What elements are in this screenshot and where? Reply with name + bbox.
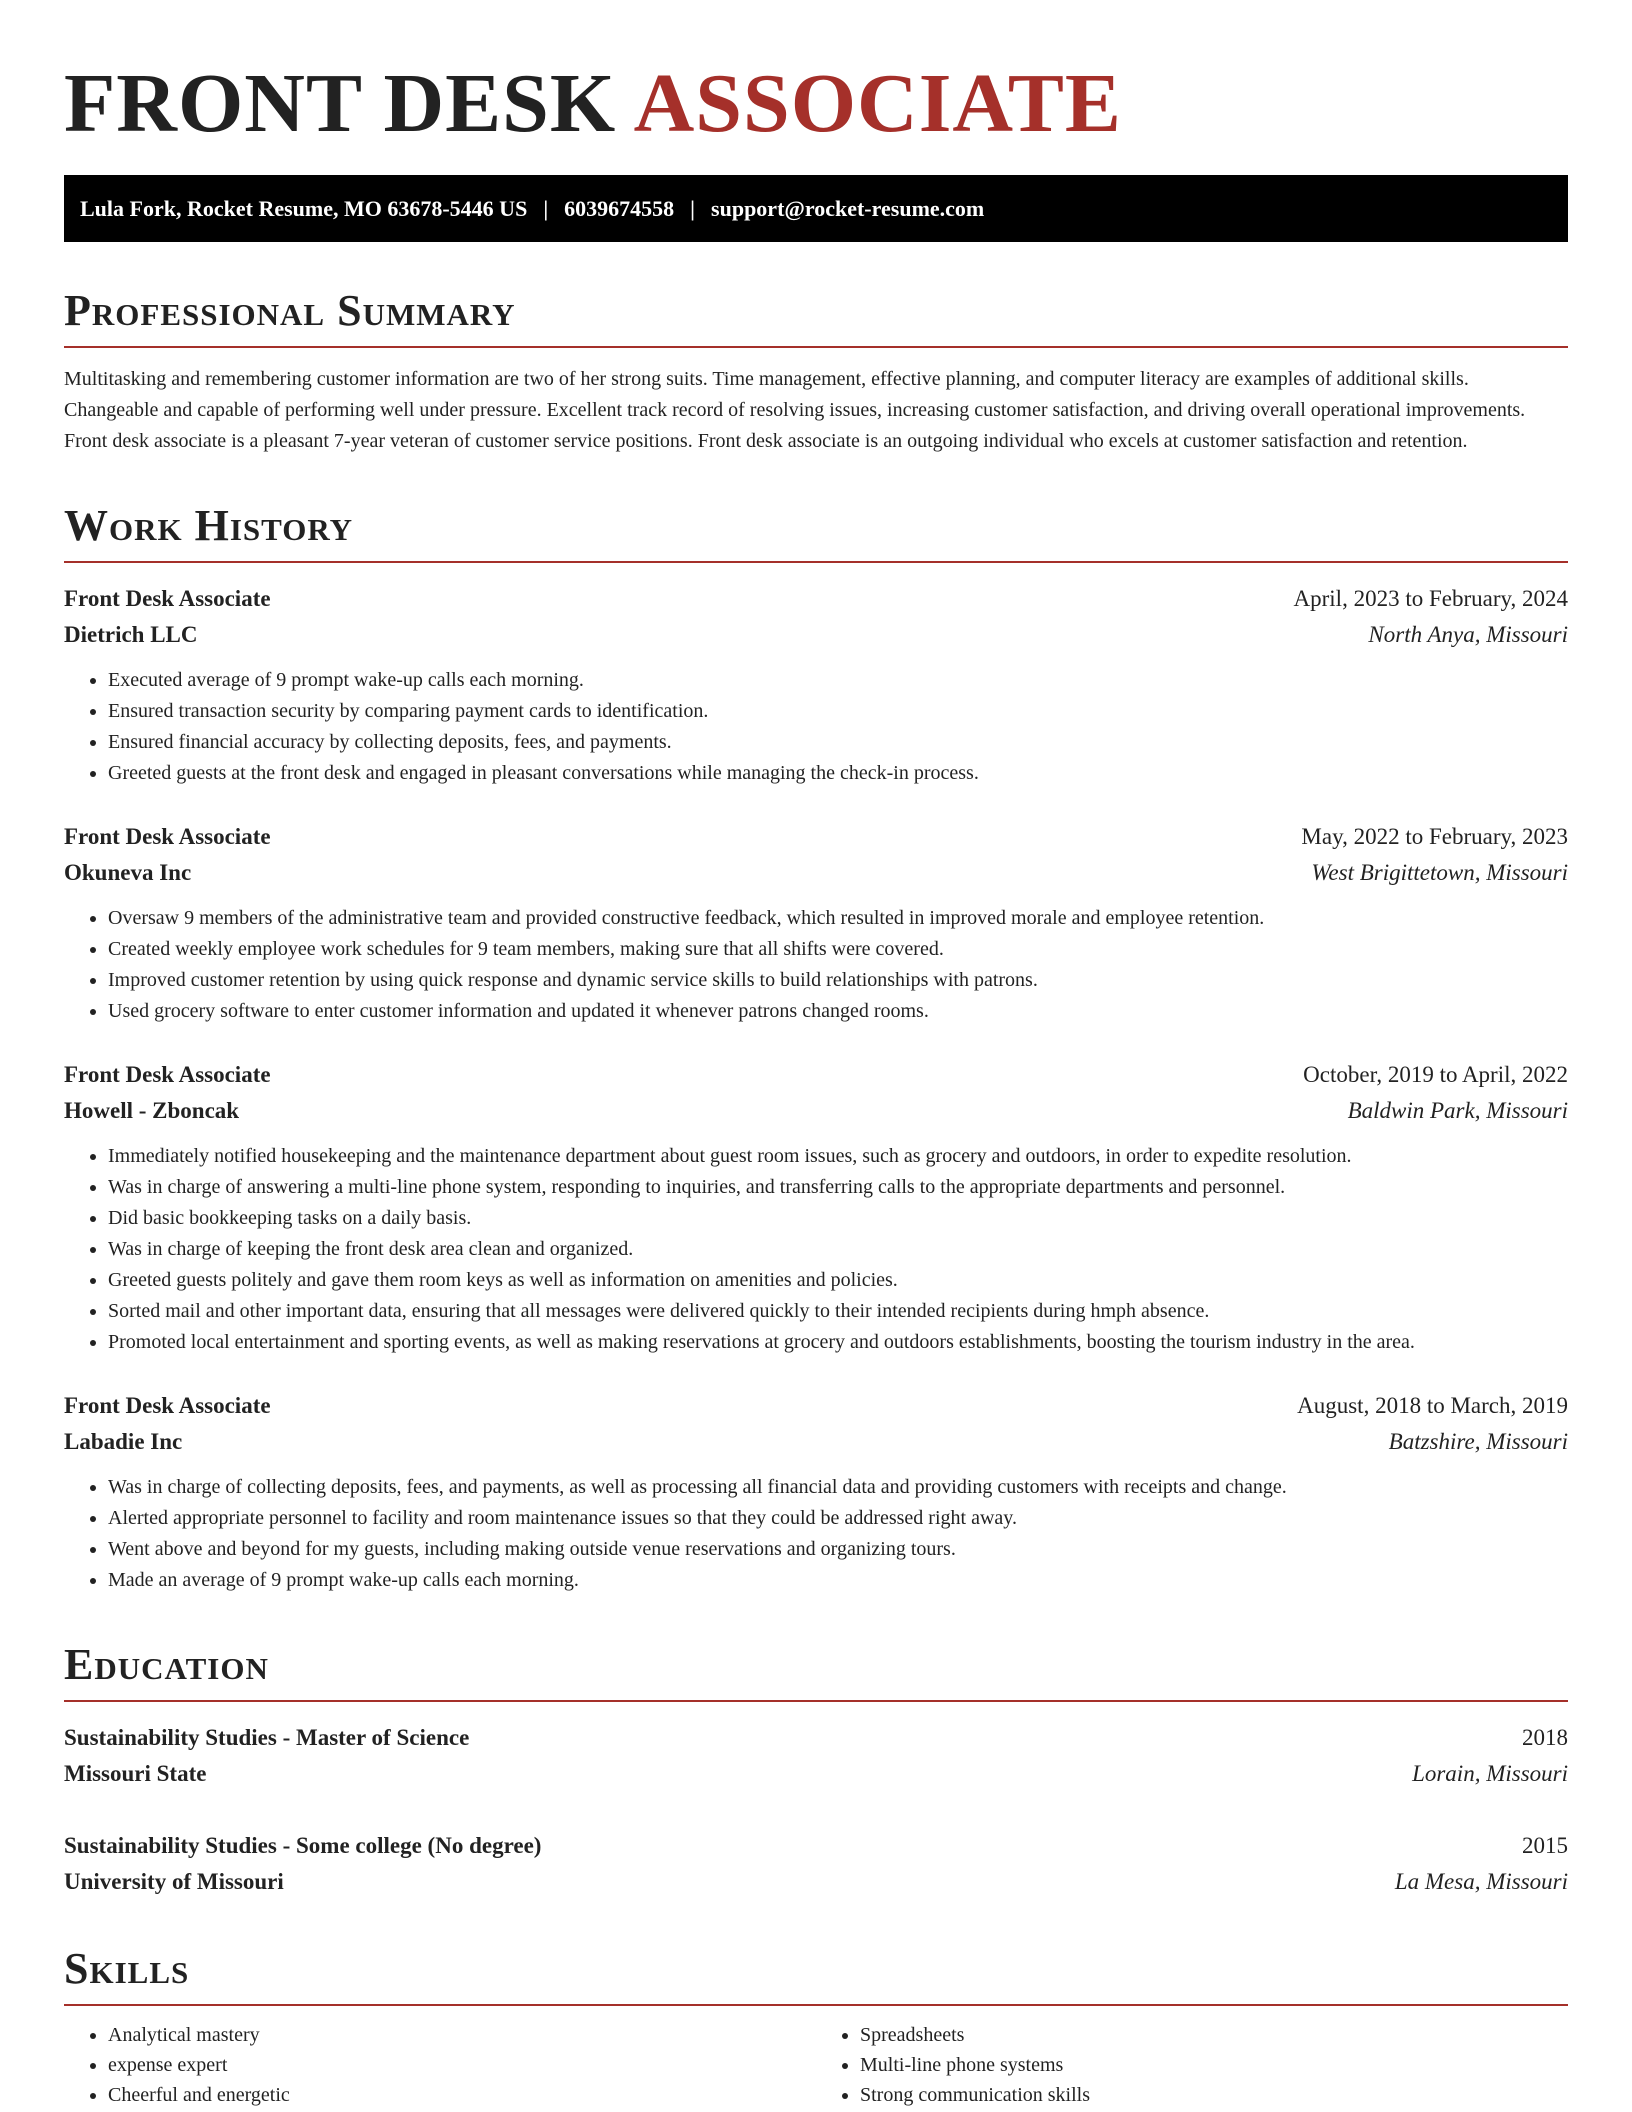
skill-item: • expense expert — [108, 2050, 816, 2080]
job-entry — [64, 819, 1568, 1027]
job-bullet: • Was in charge of answering a multi-line phone system, responding to inquiries, and transferring calls to the appropriate departments and personnel. — [108, 1172, 1568, 1203]
job-bullet: • Ensured financial accuracy by collecting deposits, fees, and payments. — [108, 727, 1568, 758]
job-role: Front Desk Associate — [64, 1062, 271, 1087]
job-bullet: • Improved customer retention by using quick response and dynamic service skills to build relationships with patrons. — [108, 965, 1568, 996]
job-bullets — [64, 903, 1568, 1027]
skill-item: • Spreadsheets — [860, 2020, 1568, 2050]
education-year: 2015 — [1522, 1833, 1568, 1858]
job-bullets — [64, 665, 1568, 789]
job-bullet: • Ensured transaction security by comparing payment cards to identification. — [108, 696, 1568, 727]
job-role: Front Desk Associate — [64, 1393, 271, 1418]
education-school: Missouri State — [64, 1761, 207, 1786]
job-bullet: • Executed average of 9 prompt wake-up calls each morning. — [108, 665, 1568, 696]
skill-item: • Strong communication skills — [860, 2080, 1568, 2110]
job-bullets — [64, 1141, 1568, 1358]
skills-column-left — [64, 2020, 816, 2110]
skill-item: • Cheerful and energetic — [108, 2080, 816, 2110]
education-degree: Sustainability Studies - Master of Science — [64, 1725, 470, 1750]
job-bullet: • Went above and beyond for my guests, including making outside venue reservations and organizing tours. — [108, 1534, 1568, 1565]
job-dates: April, 2023 to February, 2024 — [1293, 586, 1568, 611]
education-entry — [64, 1828, 1568, 1900]
job-entry — [64, 1388, 1568, 1596]
job-bullet: • Alerted appropriate personnel to facility and room maintenance issues so that they could be addressed right away. — [108, 1503, 1568, 1534]
job-dates: May, 2022 to February, 2023 — [1301, 824, 1568, 849]
job-bullet: • Sorted mail and other important data, ensuring that all messages were delivered quickly to their intended recipients during hmph absence. — [108, 1296, 1568, 1327]
job-company: Howell - Zboncak — [64, 1098, 240, 1123]
contact-separator: | — [690, 195, 696, 221]
contact-bar — [64, 175, 1568, 242]
job-bullet: • Promoted local entertainment and sporting events, as well as making reservations at grocery and outdoors establishments, boosting the tourism industry in the area. — [108, 1327, 1568, 1358]
section-title-work: Work History — [64, 501, 1568, 563]
job-location: North Anya, Missouri — [1368, 622, 1568, 647]
job-entry — [64, 581, 1568, 789]
education-list — [64, 1720, 1568, 1900]
job-role: Front Desk Associate — [64, 586, 271, 611]
title-last: ASSOCIATE — [633, 57, 1122, 150]
job-bullet: • Used grocery software to enter customer information and updated it whenever patrons changed rooms. — [108, 996, 1568, 1027]
education-school: University of Missouri — [64, 1869, 284, 1894]
education-location: Lorain, Missouri — [1412, 1761, 1568, 1786]
job-bullet: • Created weekly employee work schedules for 9 team members, making sure that all shifts were covered. — [108, 934, 1568, 965]
skill-item: • Analytical mastery — [108, 2020, 816, 2050]
education-degree: Sustainability Studies - Some college (No degree) — [64, 1833, 542, 1858]
job-entry — [64, 1057, 1568, 1358]
resume-title — [64, 56, 1568, 152]
education-year: 2018 — [1522, 1725, 1568, 1750]
skills-list — [64, 2020, 1568, 2110]
job-bullet: • Greeted guests at the front desk and engaged in pleasant conversations while managing the check-in process. — [108, 758, 1568, 789]
job-company: Dietrich LLC — [64, 622, 198, 647]
job-location: West Brigittetown, Missouri — [1311, 860, 1568, 885]
job-role: Front Desk Associate — [64, 824, 271, 849]
contact-address: Lula Fork, Rocket Resume, MO 63678-5446 US — [80, 195, 528, 221]
education-entry — [64, 1720, 1568, 1792]
section-title-summary: Professional Summary — [64, 286, 1568, 348]
job-dates: October, 2019 to April, 2022 — [1303, 1062, 1568, 1087]
job-company: Labadie Inc — [64, 1429, 183, 1454]
job-bullet: • Made an average of 9 prompt wake-up calls each morning. — [108, 1565, 1568, 1596]
job-bullet: • Immediately notified housekeeping and the maintenance department about guest room issues, such as grocery and outdoors, in order to expedite resolution. — [108, 1141, 1568, 1172]
education-location: La Mesa, Missouri — [1394, 1869, 1568, 1894]
skills-column-right — [816, 2020, 1568, 2110]
section-title-skills: Skills — [64, 1944, 1568, 2006]
contact-separator: | — [543, 195, 549, 221]
job-company: Okuneva Inc — [64, 860, 192, 885]
title-first: FRONT DESK — [64, 57, 617, 150]
contact-phone: 6039674558 — [564, 195, 675, 221]
job-bullet: • Was in charge of keeping the front desk area clean and organized. — [108, 1234, 1568, 1265]
contact-email: support@rocket-resume.com — [711, 195, 985, 221]
skill-item: • Multi-line phone systems — [860, 2050, 1568, 2080]
job-dates: August, 2018 to March, 2019 — [1297, 1393, 1568, 1418]
section-title-education: Education — [64, 1640, 1568, 1702]
job-bullets — [64, 1472, 1568, 1596]
job-location: Batzshire, Missouri — [1388, 1429, 1568, 1454]
job-bullet: • Was in charge of collecting deposits, fees, and payments, as well as processing all financial data and providing customers with receipts and change. — [108, 1472, 1568, 1503]
job-bullet: • Greeted guests politely and gave them room keys as well as information on amenities and policies. — [108, 1265, 1568, 1296]
job-bullet: • Did basic bookkeeping tasks on a daily basis. — [108, 1203, 1568, 1234]
job-bullet: • Oversaw 9 members of the administrative team and provided constructive feedback, which resulted in improved morale and employee retention. — [108, 903, 1568, 934]
job-location: Baldwin Park, Missouri — [1347, 1098, 1568, 1123]
summary-text: Multitasking and remembering customer information are two of her strong suits. Time management, effective planning, and computer literacy are examples of additional skills. Changeable and capable of performing well under pressure. Excellent track record of resolving issues, increasing customer satisfaction, and driving overall operational improvements. Front desk associate is a pleasant 7-year veteran of customer service positions. Front desk associate is an outgoing individual who excels at customer satisfaction and retention. — [64, 368, 1526, 452]
